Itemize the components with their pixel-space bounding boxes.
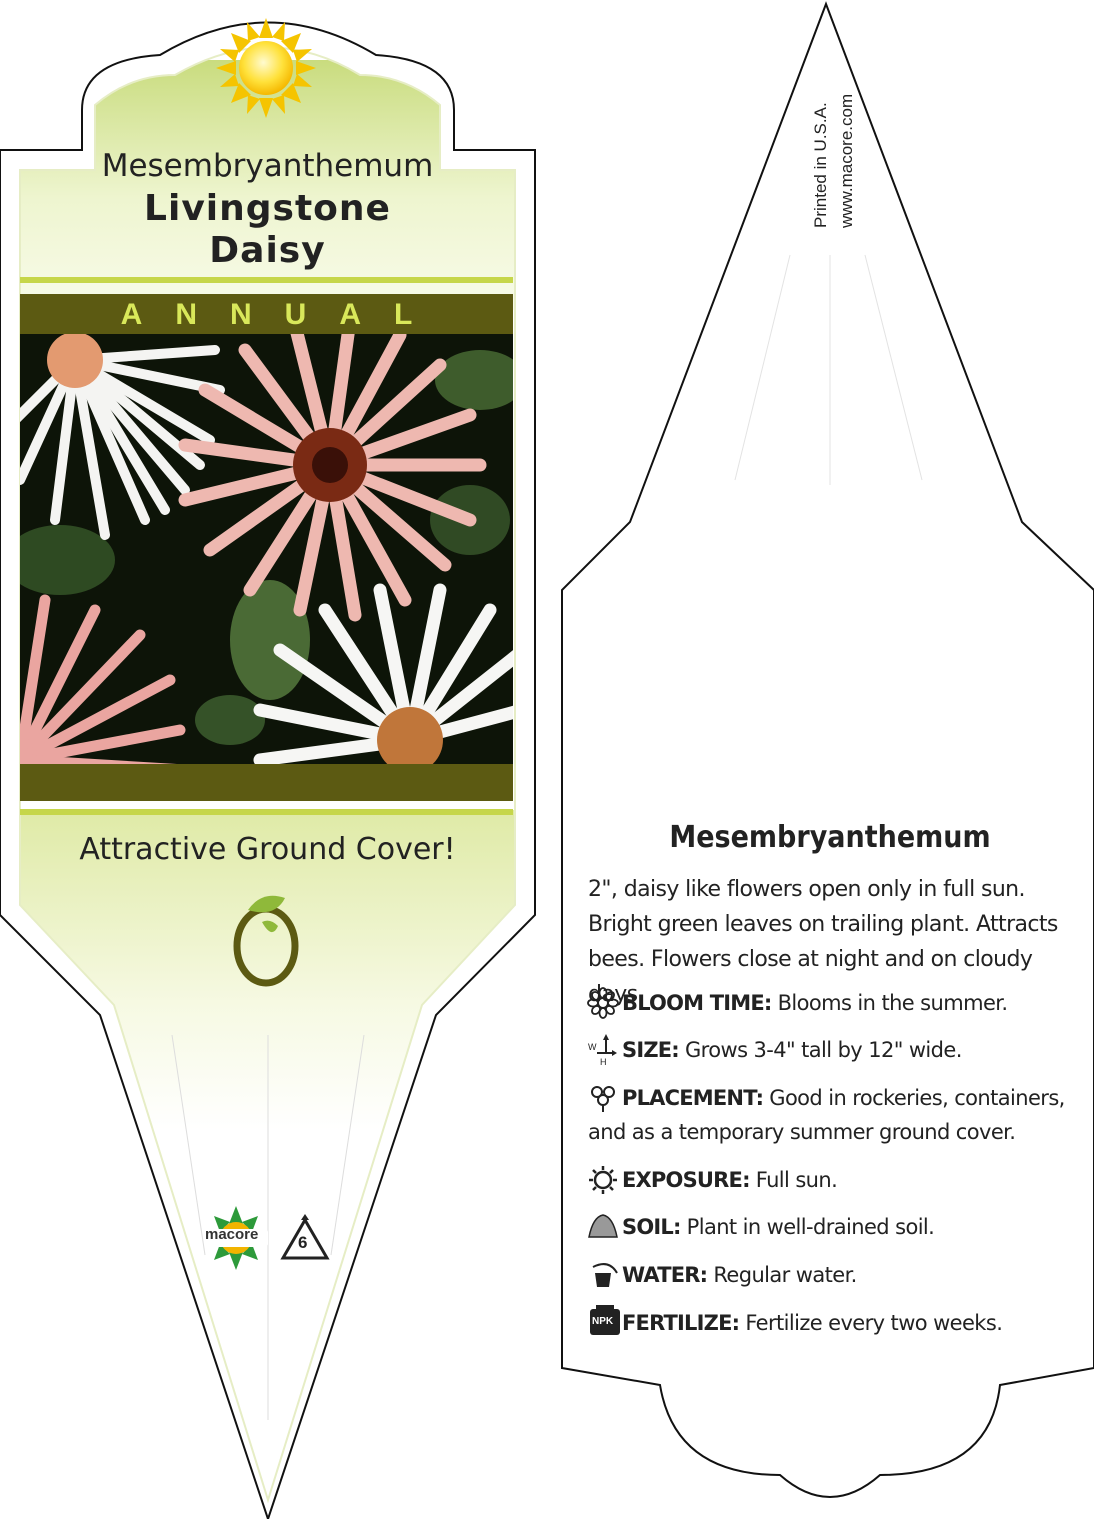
size-icon-h: H: [600, 1057, 607, 1067]
front-common-name-line1: Livingstone: [144, 188, 391, 229]
front-genus: Mesembryanthemum: [101, 148, 434, 184]
care-exposure: EXPOSURE: Full sun.: [622, 1168, 838, 1192]
description: 2", daisy like flowers open only in full sun. Bright green leaves on trailing plant. Attracts bees. Flowers close at night and on cloudy days.: [588, 877, 1058, 1007]
macore-brand-text: macore: [205, 1226, 259, 1243]
care-soil: SOIL: Plant in well-drained soil.: [622, 1215, 935, 1239]
care-fertilize: FERTILIZE: Fertilize every two weeks.: [622, 1311, 1003, 1335]
care-size: SIZE: Grows 3-4" tall by 12" wide.: [622, 1038, 962, 1062]
flower-photo: [5, 320, 560, 773]
sun-icon: [216, 18, 316, 118]
care-water: WATER: Regular water.: [622, 1263, 857, 1287]
care-bloom-time: BLOOM TIME: Blooms in the summer.: [622, 991, 1008, 1015]
category-label: ANNUAL: [120, 298, 446, 331]
front-common-name-line2: Daisy: [209, 230, 326, 271]
size-icon-w: W: [588, 1042, 597, 1052]
info-title: Mesembryanthemum: [669, 820, 991, 855]
care-placement: PLACEMENT: Good in rockeries, containers, and as a temporary summer ground cover.: [588, 1086, 1065, 1144]
tagline: Attractive Ground Cover!: [79, 832, 456, 867]
website: www.macore.com: [837, 93, 856, 228]
printed-in: Printed in U.S.A.: [811, 102, 830, 228]
print-info: [808, 94, 860, 228]
recycle-code: 6: [298, 1233, 308, 1252]
npk-label: NPK: [592, 1316, 614, 1327]
